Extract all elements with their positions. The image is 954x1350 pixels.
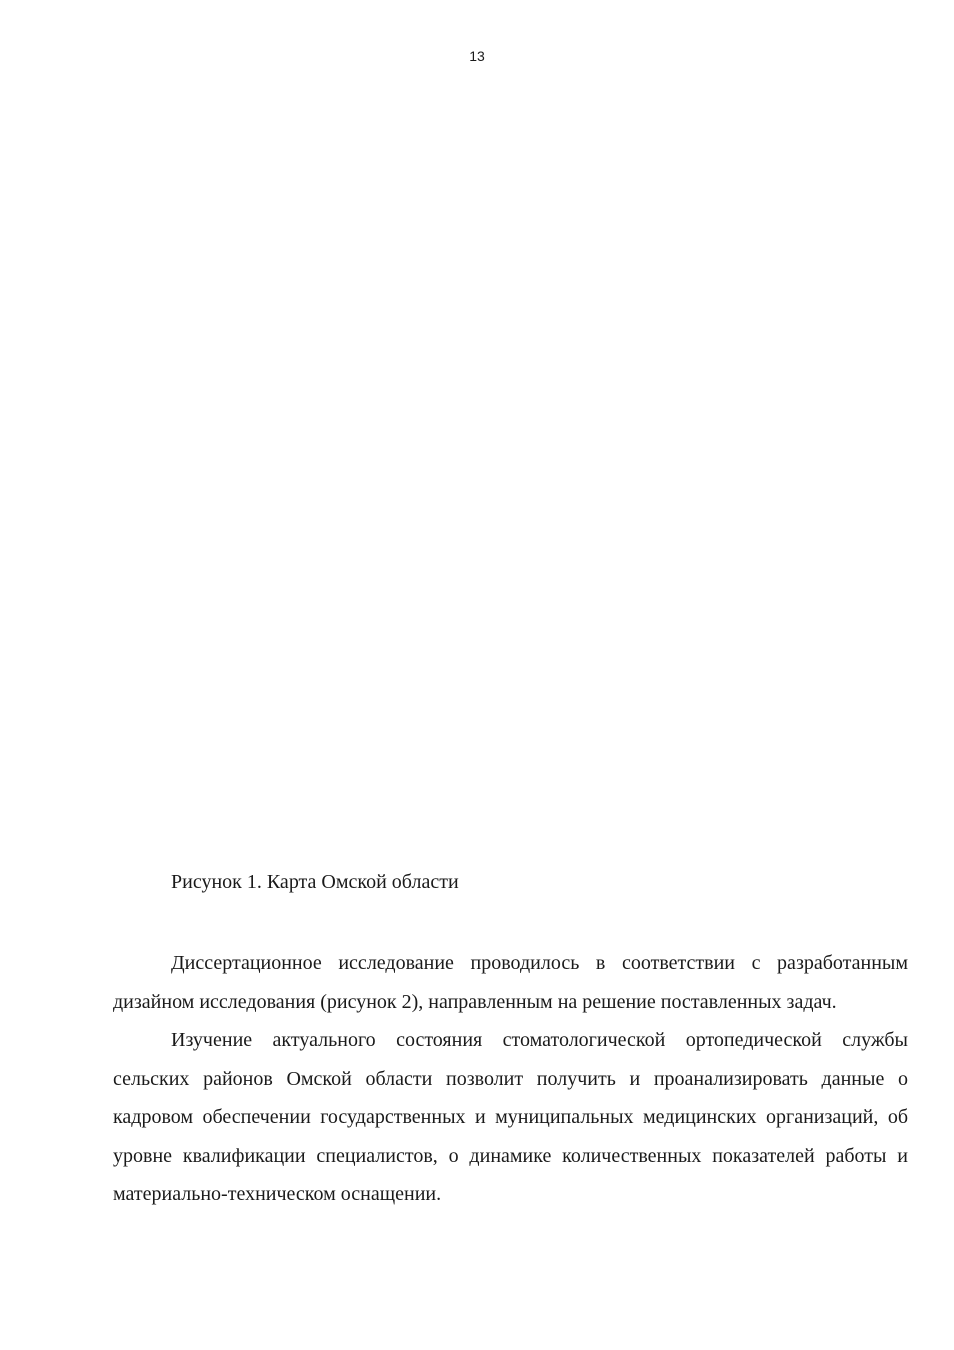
page-number: 13: [469, 48, 485, 64]
paragraph: Изучение актуального состояния стоматологической ортопедической службы сельских районов Омской области позволит получить и проанализировать данные о кадровом обеспечении государственных и муниципальных медицинских организаций, об уровне квалификации специалистов, о динамике количественных показателей работы и материально-техническом оснащении.: [113, 1029, 908, 1205]
figure-placeholder: [113, 90, 908, 850]
figure-caption: Рисунок 1. Карта Омской области: [171, 871, 459, 893]
paragraph: Диссертационное исследование проводилось в соответствии с разработанным дизайном исследования (рисунок 2), направленным на решение поставленных задач.: [113, 952, 908, 1013]
body-text: [113, 944, 908, 1214]
